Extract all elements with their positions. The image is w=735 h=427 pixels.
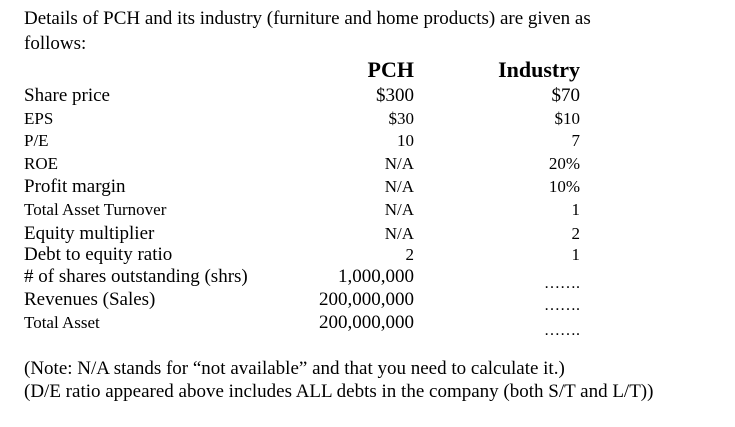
pch-value: N/A <box>384 154 414 173</box>
pch-value: 2 <box>405 245 414 264</box>
pch-value: 200,000,000 <box>319 289 414 310</box>
pch-value: 200,000,000 <box>319 312 414 333</box>
pch-value: N/A <box>384 200 414 219</box>
table-row <box>0 265 735 292</box>
industry-value: 1 <box>571 245 580 264</box>
column-header-industry: Industry <box>498 57 580 82</box>
table-row <box>0 152 735 176</box>
row-label: Profit margin <box>24 176 126 197</box>
table-row <box>0 84 735 108</box>
industry-value: 7 <box>571 131 580 150</box>
pch-value: $300 <box>376 85 414 106</box>
row-label: Equity multiplier <box>24 223 155 244</box>
industry-value: $70 <box>551 85 580 106</box>
industry-value: ……. <box>544 322 580 339</box>
row-label: ROE <box>24 154 58 173</box>
pch-value: N/A <box>384 177 414 196</box>
pch-value: 10 <box>397 131 414 150</box>
industry-value: ……. <box>544 275 580 292</box>
table-row <box>0 175 735 199</box>
table-row <box>0 129 735 153</box>
industry-value: ……. <box>544 297 580 314</box>
row-label: # of shares outstanding (shrs) <box>24 266 248 287</box>
pch-value: $30 <box>388 109 414 128</box>
row-label: Share price <box>24 85 110 106</box>
column-header-pch: PCH <box>367 57 414 82</box>
table-row <box>0 243 735 267</box>
row-label: Revenues (Sales) <box>24 289 156 310</box>
intro-text: Details of PCH and its industry (furniture and home products) are given as follows: <box>24 8 591 54</box>
table-row <box>0 198 735 222</box>
row-label: EPS <box>24 109 54 128</box>
table-row <box>0 311 735 339</box>
note-de-ratio: (D/E ratio appeared above includes ALL debts in the company (both S/T and L/T)) <box>24 381 654 402</box>
industry-value: $10 <box>554 109 580 128</box>
industry-value: 10% <box>548 177 580 196</box>
row-label: Total Asset Turnover <box>24 200 167 219</box>
pch-value: N/A <box>384 224 414 243</box>
table-row <box>0 107 735 131</box>
pch-value: 1,000,000 <box>338 266 414 287</box>
industry-value: 2 <box>571 224 580 243</box>
table-row <box>0 288 735 312</box>
note-na: (Note: N/A stands for “not available” and that you need to calculate it.) <box>24 358 565 379</box>
row-label: P/E <box>24 131 49 150</box>
row-label: Total Asset <box>24 313 100 332</box>
industry-value: 20% <box>548 154 580 173</box>
industry-value: 1 <box>571 200 580 219</box>
row-label: Debt to equity ratio <box>24 244 173 265</box>
